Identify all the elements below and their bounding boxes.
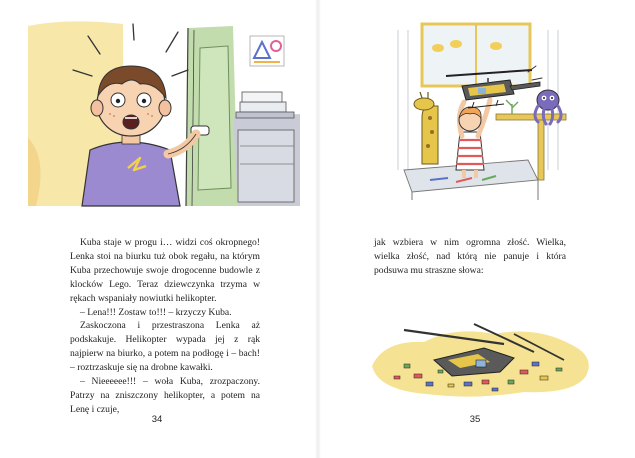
paragraph: – Nieeeeee!!! – woła Kuba, zrozpaczony. Patrzy na zniszczony helikopter, a potem na Lenę i czuje,: [70, 376, 260, 415]
right-page: [318, 0, 635, 458]
broken-lego-pile-illustration: [364, 304, 600, 400]
page-number-right: 35: [469, 414, 481, 425]
left-page-text: [70, 236, 260, 417]
page-number-left: 34: [151, 414, 163, 425]
boy-shocked-doorway-illustration: [28, 18, 300, 208]
girl-holding-helicopter-illustration: [378, 20, 578, 200]
left-page: [0, 0, 317, 458]
paragraph: – Lena!!! Zostaw to!!! – krzyczy Kuba.: [80, 306, 232, 318]
paragraph: Kuba staje w progu i… widzi coś okropnego! Lenka stoi na biurku tuż obok regału, na którym Kuba przechowuje swoje drogocenne budowle z klocków Lego. Teraz dziewczynka trzyma w rękach wspaniały nowiutki helikopter.: [70, 237, 260, 304]
paragraph: jak wzbiera w nim ogromna złość. Wielka, wielka złość, nad którą nie panuje i która podsuwa mu straszne słowa:: [374, 237, 566, 276]
paragraph: Zaskoczona i przestraszona Lenka aż podskakuje. Helikopter wypada jej z rąk najpierw na biurko, a potem na podłogę i – bach! – roztrzaskuje się na drobne kawałki.: [70, 320, 260, 374]
right-page-text: [374, 236, 566, 278]
